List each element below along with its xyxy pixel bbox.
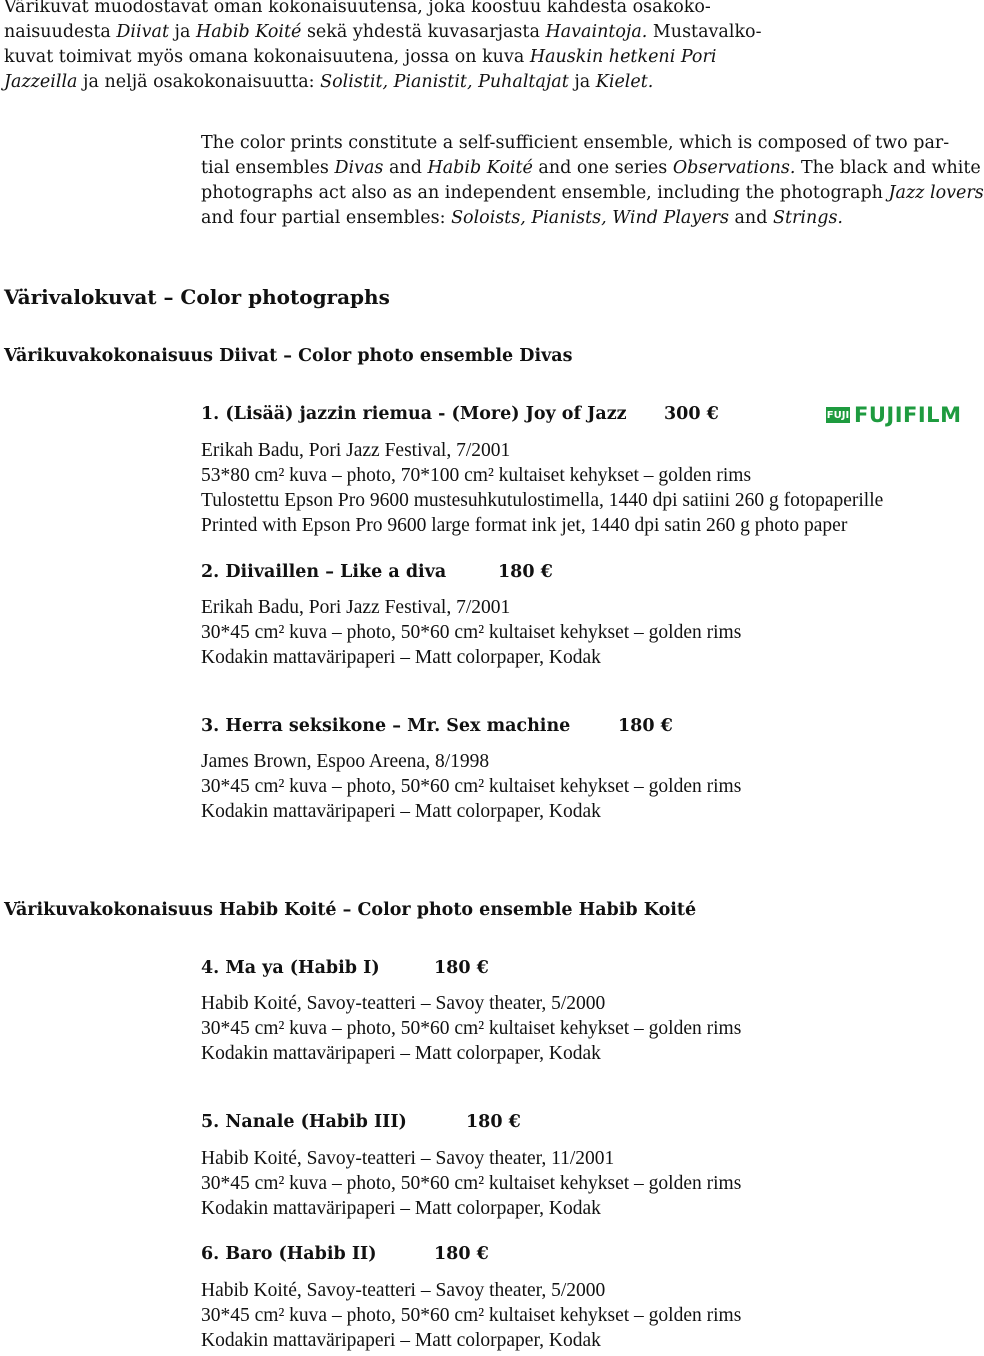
item-2-line-2: 30*45 cm² kuva – photo, 50*60 cm² kultaiset kehykset – golden rims bbox=[201, 622, 742, 643]
item-2-title: 2. Diivaillen – Like a diva bbox=[201, 562, 447, 582]
item-2-line-1: Erikah Badu, Pori Jazz Festival, 7/2001 bbox=[201, 597, 511, 618]
item-5-line-3: Kodakin mattaväripaperi – Matt colorpaper, Kodak bbox=[201, 1198, 601, 1219]
intro-en-line-3: photographs act also as an independent ensemble, including the photograph Jazz lovers bbox=[201, 183, 984, 203]
item-6-line-2: 30*45 cm² kuva – photo, 50*60 cm² kultaiset kehykset – golden rims bbox=[201, 1305, 742, 1326]
intro-en-line-2: tial ensembles Divas and Habib Koité and one series Observations. The black and white bbox=[201, 158, 981, 178]
item-4-title: 4. Ma ya (Habib I) bbox=[201, 958, 380, 978]
item-3-line-3: Kodakin mattaväripaperi – Matt colorpaper, Kodak bbox=[201, 801, 601, 822]
item-6-line-3: Kodakin mattaväripaperi – Matt colorpaper, Kodak bbox=[201, 1330, 601, 1351]
item-3-title: 3. Herra seksikone – Mr. Sex machine bbox=[201, 716, 571, 736]
intro-fi-line-2: naisuudesta Diivat ja Habib Koité sekä yhdestä kuvasarjasta Havaintoja. Mustavalko- bbox=[4, 22, 762, 42]
fujifilm-mark-icon: FUJI bbox=[826, 407, 850, 423]
item-4-line-2: 30*45 cm² kuva – photo, 50*60 cm² kultaiset kehykset – golden rims bbox=[201, 1018, 742, 1039]
intro-en-line-1: The color prints constitute a self-sufficient ensemble, which is composed of two par- bbox=[201, 133, 950, 153]
item-3-line-1: James Brown, Espoo Areena, 8/1998 bbox=[201, 751, 490, 772]
item-2-price: 180 € bbox=[498, 562, 553, 582]
item-4-price: 180 € bbox=[434, 958, 489, 978]
intro-fi-line-1: Värikuvat muodostavat oman kokonaisuutensa, joka koostuu kahdesta osakoko- bbox=[4, 0, 711, 17]
item-5-line-2: 30*45 cm² kuva – photo, 50*60 cm² kultaiset kehykset – golden rims bbox=[201, 1173, 742, 1194]
intro-fi-line-3: kuvat toimivat myös omana kokonaisuutena, jossa on kuva Hauskin hetkeni Pori bbox=[4, 47, 717, 67]
item-1-price: 300 € bbox=[664, 404, 719, 424]
ensemble-heading-divas: Värikuvakokonaisuus Diivat – Color photo ensemble Divas bbox=[4, 346, 573, 366]
item-3-price: 180 € bbox=[618, 716, 673, 736]
item-4-line-3: Kodakin mattaväripaperi – Matt colorpaper, Kodak bbox=[201, 1043, 601, 1064]
item-1-title: 1. (Lisää) jazzin riemua - (More) Joy of Jazz bbox=[201, 404, 627, 424]
item-1-line-1: Erikah Badu, Pori Jazz Festival, 7/2001 bbox=[201, 440, 511, 461]
item-6-price: 180 € bbox=[434, 1244, 489, 1264]
item-4-line-1: Habib Koité, Savoy-teatteri – Savoy theater, 5/2000 bbox=[201, 993, 606, 1014]
item-1-line-3: Tulostettu Epson Pro 9600 mustesuhkutulostimella, 1440 dpi satiini 260 g fotopaperille bbox=[201, 490, 884, 511]
intro-fi-line-4: Jazzeilla ja neljä osakokonaisuutta: Solistit, Pianistit, Puhaltajat ja Kielet. bbox=[4, 72, 654, 92]
section-heading: Värivalokuvat – Color photographs bbox=[4, 285, 390, 309]
ensemble-heading-habib-koite: Värikuvakokonaisuus Habib Koité – Color photo ensemble Habib Koité bbox=[4, 900, 697, 920]
item-6-line-1: Habib Koité, Savoy-teatteri – Savoy theater, 5/2000 bbox=[201, 1280, 606, 1301]
item-5-price: 180 € bbox=[466, 1112, 521, 1132]
item-6-title: 6. Baro (Habib II) bbox=[201, 1244, 377, 1264]
item-1-line-4: Printed with Epson Pro 9600 large format ink jet, 1440 dpi satin 260 g photo paper bbox=[201, 515, 848, 536]
item-2-line-3: Kodakin mattaväripaperi – Matt colorpaper, Kodak bbox=[201, 647, 601, 668]
item-1-line-2: 53*80 cm² kuva – photo, 70*100 cm² kultaiset kehykset – golden rims bbox=[201, 465, 752, 486]
intro-en-line-4: and four partial ensembles: Soloists, Pianists, Wind Players and Strings. bbox=[201, 208, 843, 228]
fujifilm-wordmark: FUJIFILM bbox=[854, 403, 962, 427]
item-5-line-1: Habib Koité, Savoy-teatteri – Savoy theater, 11/2001 bbox=[201, 1148, 615, 1169]
item-3-line-2: 30*45 cm² kuva – photo, 50*60 cm² kultaiset kehykset – golden rims bbox=[201, 776, 742, 797]
item-5-title: 5. Nanale (Habib III) bbox=[201, 1112, 407, 1132]
fujifilm-logo bbox=[826, 405, 961, 425]
